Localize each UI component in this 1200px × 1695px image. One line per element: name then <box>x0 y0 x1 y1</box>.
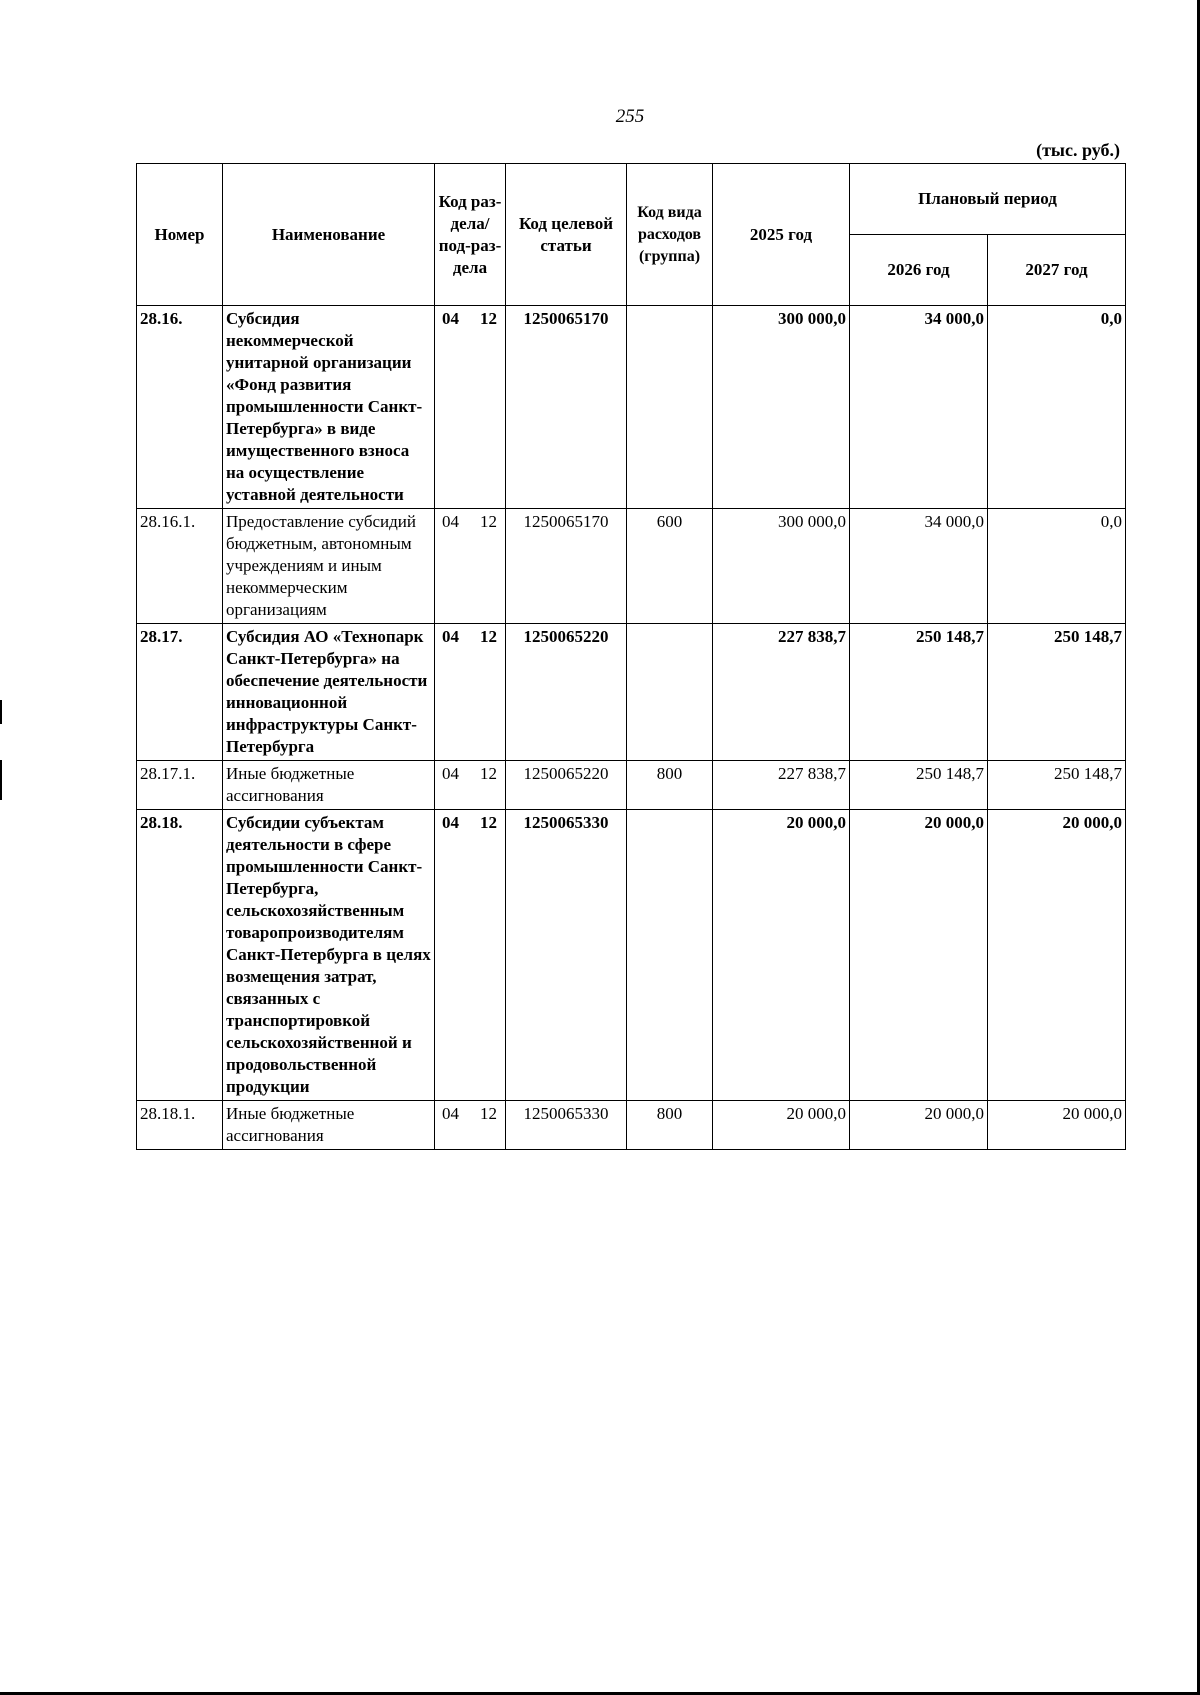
subsection-code: 12 <box>480 813 497 832</box>
row-amount-2025: 227 838,7 <box>713 624 850 761</box>
row-expense-kind: 600 <box>627 509 713 624</box>
row-expense-kind <box>627 624 713 761</box>
table-body <box>137 306 1126 1150</box>
row-expense-kind <box>627 306 713 509</box>
row-amount-2027: 0,0 <box>988 509 1126 624</box>
header-2025: 2025 год <box>713 164 850 306</box>
row-section-code <box>435 810 506 1101</box>
section-code: 04 <box>442 309 459 328</box>
row-amount-2026: 20 000,0 <box>850 1101 988 1150</box>
row-name: Субсидия АО «Технопарк Санкт-Петербурга» на обеспечение деятельности инновационной инфраструктуры Санкт-Петербурга <box>223 624 435 761</box>
row-number: 28.16. <box>137 306 223 509</box>
subsection-code: 12 <box>480 1104 497 1123</box>
row-amount-2027: 20 000,0 <box>988 810 1126 1101</box>
row-number: 28.17.1. <box>137 761 223 810</box>
row-target-code: 1250065220 <box>506 624 627 761</box>
header-planned-period: Плановый период <box>850 164 1126 235</box>
table-row <box>137 1101 1126 1150</box>
row-amount-2026: 34 000,0 <box>850 306 988 509</box>
subsection-code: 12 <box>480 627 497 646</box>
page-number: 255 <box>615 106 645 127</box>
row-section-code <box>435 509 506 624</box>
row-expense-kind: 800 <box>627 761 713 810</box>
row-target-code: 1250065330 <box>506 1101 627 1150</box>
subsection-code: 12 <box>480 512 497 531</box>
section-code: 04 <box>442 512 459 531</box>
row-target-code: 1250065330 <box>506 810 627 1101</box>
section-code-pair <box>438 511 502 533</box>
row-number: 28.18. <box>137 810 223 1101</box>
header-target-code: Код целевой статьи <box>506 164 627 306</box>
row-expense-kind <box>627 810 713 1101</box>
row-amount-2026: 250 148,7 <box>850 624 988 761</box>
row-name: Иные бюджетные ассигнования <box>223 1101 435 1150</box>
subsection-code: 12 <box>480 764 497 783</box>
header-section-code: Код раз-дела/ под-раз-дела <box>435 164 506 306</box>
table-row <box>137 624 1126 761</box>
row-name: Субсидия некоммерческой унитарной организации «Фонд развития промышленности Санкт-Петербурга» в виде имущественного взноса на осуществление уставной деятельности <box>223 306 435 509</box>
header-2026: 2026 год <box>850 235 988 306</box>
section-code-pair <box>438 763 502 785</box>
scan-edge-mark <box>0 700 2 724</box>
section-code-pair <box>438 1103 502 1125</box>
row-amount-2027: 250 148,7 <box>988 761 1126 810</box>
row-name: Иные бюджетные ассигнования <box>223 761 435 810</box>
row-amount-2025: 20 000,0 <box>713 1101 850 1150</box>
table-row <box>137 509 1126 624</box>
row-amount-2025: 20 000,0 <box>713 810 850 1101</box>
section-code-pair <box>438 812 502 834</box>
header-number: Номер <box>137 164 223 306</box>
table-row <box>137 761 1126 810</box>
section-code-pair <box>438 626 502 648</box>
row-target-code: 1250065170 <box>506 306 627 509</box>
row-section-code <box>435 1101 506 1150</box>
table-row <box>137 810 1126 1101</box>
row-name: Субсидии субъектам деятельности в сфере промышленности Санкт-Петербурга, сельскохозяйственным товаропроизводителям Санкт-Петербурга в целях возмещения затрат, связанных с транспортировкой сельскохозяйственной и продовольственной продукции <box>223 810 435 1101</box>
section-code-pair <box>438 308 502 330</box>
units-label: (тыс. руб.) <box>1036 140 1120 160</box>
scan-edge-mark <box>0 760 2 800</box>
row-amount-2025: 300 000,0 <box>713 306 850 509</box>
subsection-code: 12 <box>480 309 497 328</box>
row-section-code <box>435 761 506 810</box>
row-amount-2026: 20 000,0 <box>850 810 988 1101</box>
row-number: 28.16.1. <box>137 509 223 624</box>
row-section-code <box>435 306 506 509</box>
header-name: Наименование <box>223 164 435 306</box>
row-name: Предоставление субсидий бюджетным, автономным учреждениям и иным некоммерческим организациям <box>223 509 435 624</box>
row-amount-2026: 34 000,0 <box>850 509 988 624</box>
header-expense-kind: Код вида расходов (группа) <box>627 164 713 306</box>
row-number: 28.18.1. <box>137 1101 223 1150</box>
table-row <box>137 306 1126 509</box>
header-2027: 2027 год <box>988 235 1126 306</box>
row-amount-2027: 0,0 <box>988 306 1126 509</box>
section-code: 04 <box>442 627 459 646</box>
section-code: 04 <box>442 764 459 783</box>
row-target-code: 1250065220 <box>506 761 627 810</box>
row-expense-kind: 800 <box>627 1101 713 1150</box>
section-code: 04 <box>442 1104 459 1123</box>
row-amount-2025: 227 838,7 <box>713 761 850 810</box>
row-section-code <box>435 624 506 761</box>
row-amount-2026: 250 148,7 <box>850 761 988 810</box>
row-amount-2025: 300 000,0 <box>713 509 850 624</box>
row-number: 28.17. <box>137 624 223 761</box>
row-target-code: 1250065170 <box>506 509 627 624</box>
section-code: 04 <box>442 813 459 832</box>
budget-table <box>136 163 1126 1150</box>
row-amount-2027: 250 148,7 <box>988 624 1126 761</box>
row-amount-2027: 20 000,0 <box>988 1101 1126 1150</box>
